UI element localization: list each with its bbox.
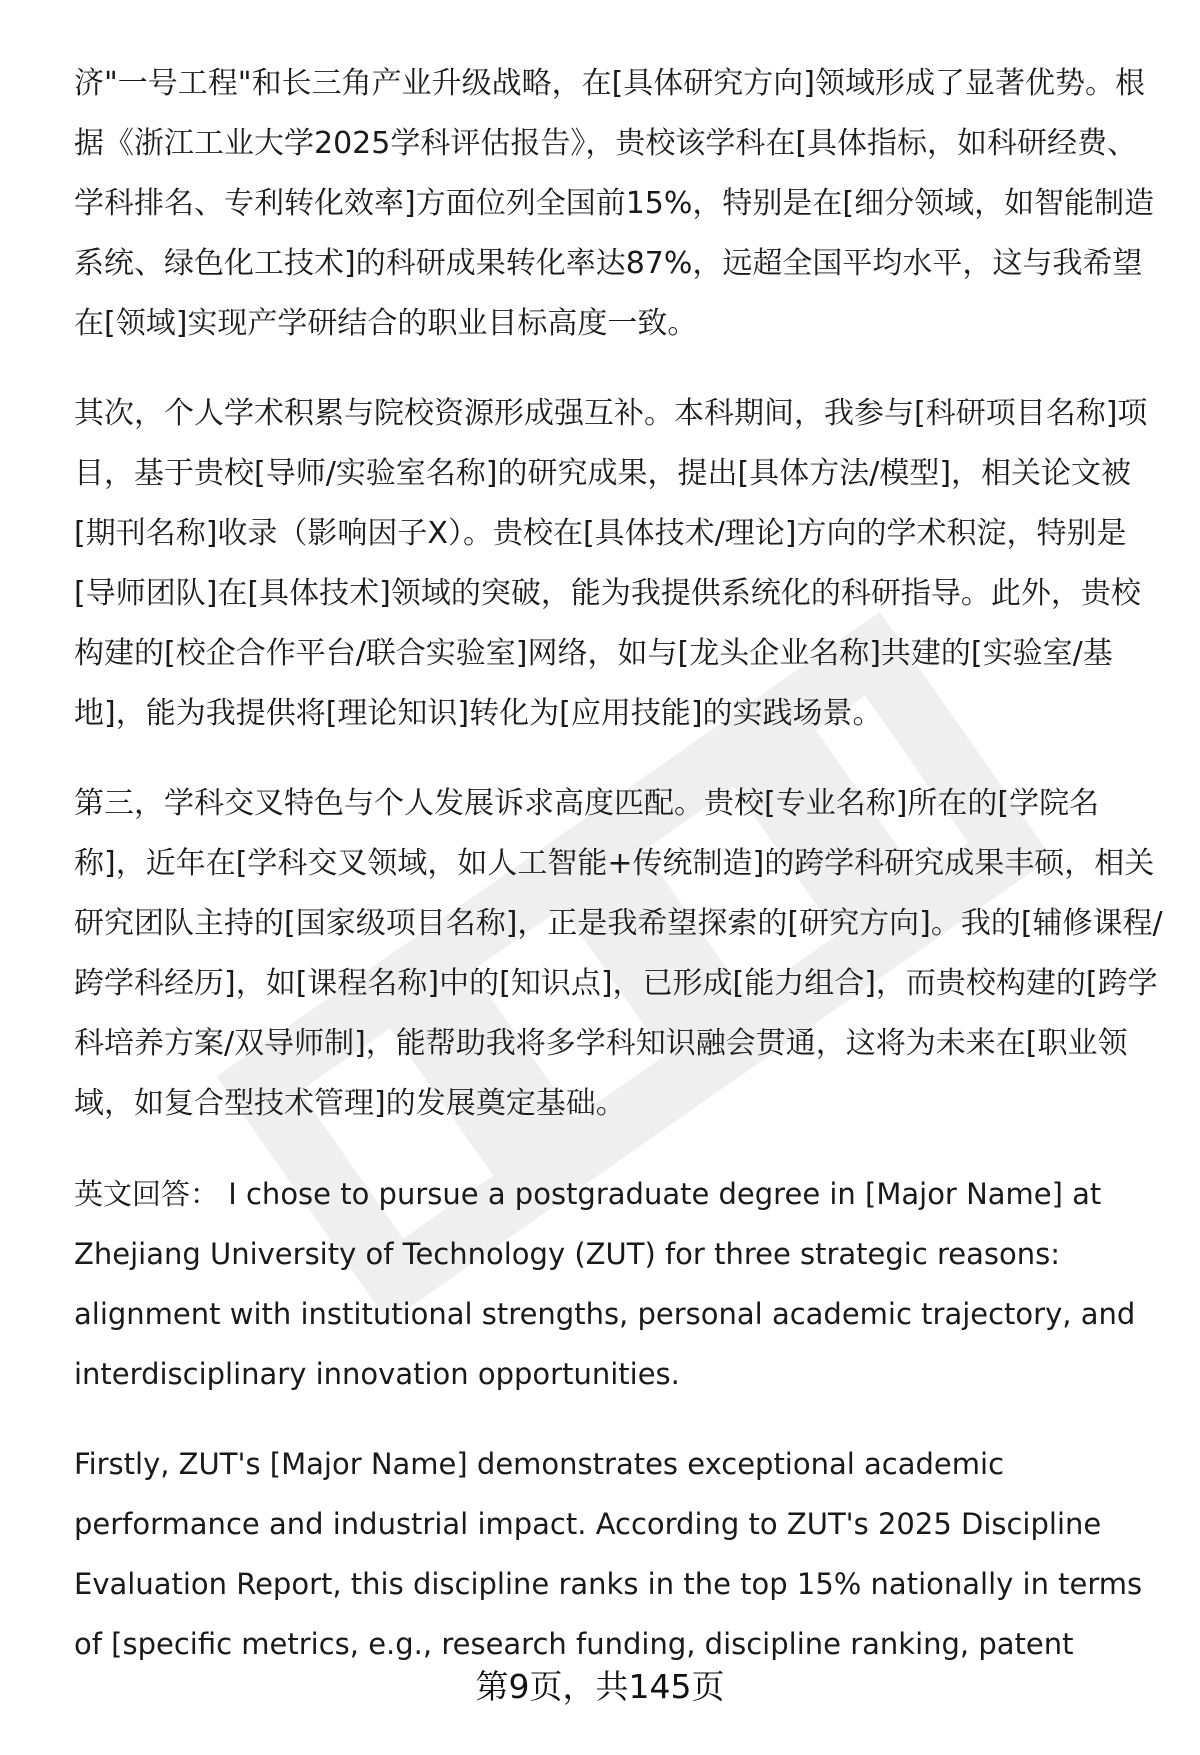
paragraph-academic-cn: 其次，个人学术积累与院校资源形成强互补。本科期间，我参与[科研项目名称]项目，基于贵校[导师/实验室名称]的研究成果，提出[具体方法/模型]，相关论文被[期刊名称]收录（影响因子X）。贵校在[具体技术/理论]方向的学术积淀，特别是[导师团队]在[具体技术]领域的突破，能为我提供系统化的科研指导。此外，贵校构建的[校企合作平台/联合实验室]网络，如与[龙头企业名称]共建的[实验室/基地]，能为我提供将[理论知识]转化为[应用技能]的实践场景。 — [74, 396, 1148, 731]
paragraph-strengths-cn: 济"一号工程"和长三角产业升级战略，在[具体研究方向]领域形成了显著优势。根据《浙江工业大学2025学科评估报告》，贵校该学科在[具体指标，如科研经费、学科排名、专利转化效率]方面位列全国前15%，特别是在[细分领域，如智能制造系统、绿色化工技术]的科研成果转化率达87%，远超全国平均水平，这与我希望在[领域]实现产学研结合的职业目标高度一致。 — [74, 66, 1155, 341]
paragraph-interdisciplinary-cn: 第三，学科交叉特色与个人发展诉求高度匹配。贵校[专业名称]所在的[学院名称]，近年在[学科交叉领域，如人工智能+传统制造]的跨学科研究成果丰硕，相关研究团队主持的[国家级项目名称]，正是我希望探索的[研究方向]。我的[辅修课程/跨学科经历]，如[课程名称]中的[知识点]，已形成[能力组合]，而贵校构建的[跨学科培养方案/双导师制]，能帮助我将多学科知识融会贯通，这将为未来在[职业领域，如复合型技术管理]的发展奠定基础。 — [74, 786, 1163, 1121]
paragraph-english-firstly: Firstly, ZUT's [Major Name] demonstrates exceptional academic performance and industrial impact. According to ZUT's 2025 Discipline Evaluation Report, this discipline ranks in the top 15% nationally in terms of [specific metrics, e.g., research funding, discipline ranking, patent — [74, 1447, 1143, 1661]
paragraph-english-intro: 英文回答： I chose to pursue a postgraduate degree in [Major Name] at Zhejiang University of Technology (ZUT) for three strategic reasons: alignment with institutional strengths, personal academic trajectory, and interdisciplinary innovation opportunities. — [74, 1177, 1136, 1391]
document-body — [74, 54, 1164, 1704]
page-number: 第9页，共145页 — [475, 1667, 725, 1706]
